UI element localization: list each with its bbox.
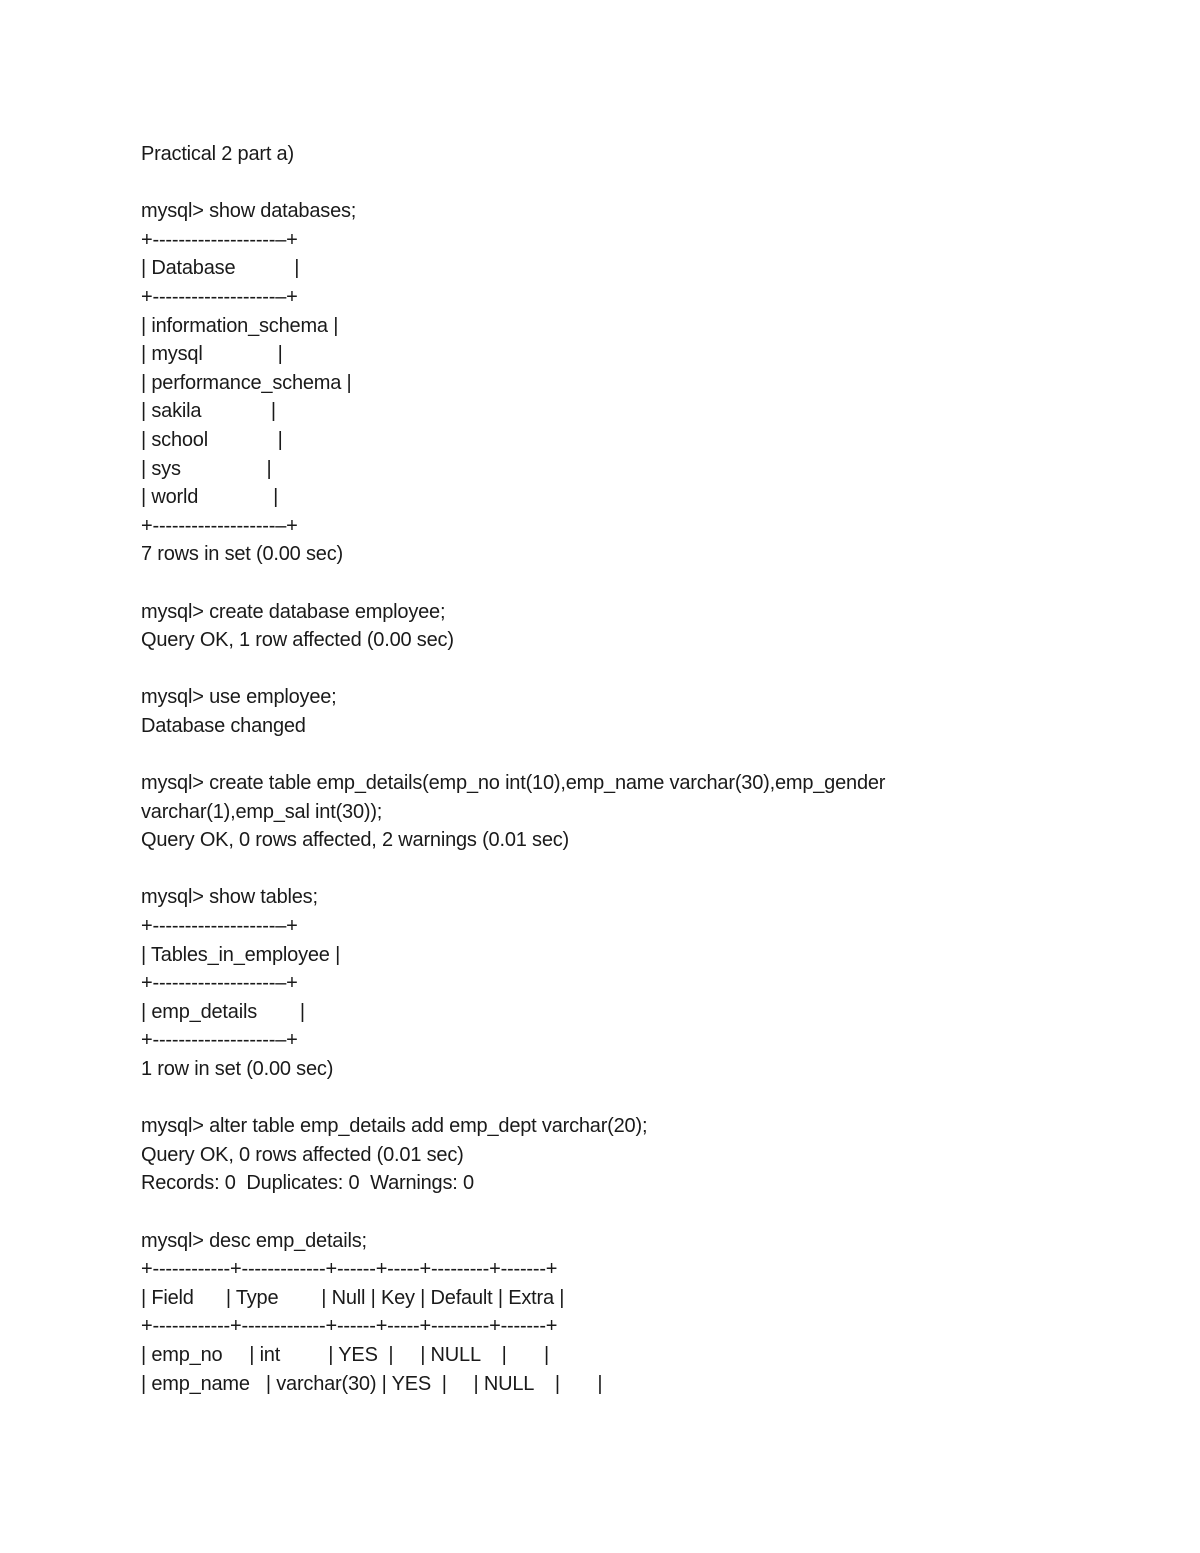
text-line: mysql> show tables; bbox=[141, 886, 318, 909]
table-border-line: +------------+-------------+------+-----+---------+-------+ bbox=[141, 1258, 558, 1281]
table-header-line: | Tables_in_employee | bbox=[141, 943, 341, 966]
text-line: Query OK, 0 rows affected, 2 warnings (0.01 sec) bbox=[141, 829, 570, 852]
table-header-line: | Database | bbox=[141, 257, 300, 280]
text-line: mysql> desc emp_details; bbox=[141, 1229, 367, 1252]
table-border-line: +-------------------–+ bbox=[141, 514, 298, 537]
blank-line bbox=[141, 1198, 1141, 1227]
text-line: 7 rows in set (0.00 sec) bbox=[141, 543, 343, 566]
table-row-line: | world | bbox=[141, 486, 279, 509]
table-row-line: | performance_schema | bbox=[141, 371, 352, 394]
text-line: mysql> create database employee; bbox=[141, 600, 446, 623]
table-border-line: +-------------------–+ bbox=[141, 285, 298, 308]
table-row-line: | emp_name | varchar(30) | YES | | NULL | | bbox=[141, 1372, 603, 1395]
text-line: 1 row in set (0.00 sec) bbox=[141, 1058, 334, 1080]
blank-line bbox=[141, 855, 1141, 884]
text-line: mysql> use employee; bbox=[141, 686, 337, 709]
table-row-line: | information_schema | bbox=[141, 314, 339, 337]
blank-line bbox=[141, 569, 1141, 598]
blank-line bbox=[141, 169, 1141, 198]
text-line: Query OK, 0 rows affected (0.01 sec) bbox=[141, 1143, 464, 1166]
table-row-line: | emp_details | bbox=[141, 1000, 305, 1023]
table-border-line: +-------------------–+ bbox=[141, 972, 298, 995]
text-line: varchar(1),emp_sal int(30)); bbox=[141, 800, 383, 823]
document-body bbox=[141, 140, 1141, 1398]
table-border-line: +-------------------–+ bbox=[141, 1029, 298, 1052]
text-line: Records: 0 Duplicates: 0 Warnings: 0 bbox=[141, 1172, 474, 1195]
blank-line bbox=[141, 740, 1141, 769]
text-line: mysql> show databases; bbox=[141, 200, 357, 223]
text-line: Database changed bbox=[141, 714, 306, 737]
blank-line bbox=[141, 1084, 1141, 1113]
table-border-line: +-------------------–+ bbox=[141, 228, 298, 251]
table-header-line: | Field | Type | Null | Key | Default | Extra | bbox=[141, 1286, 565, 1309]
blank-line bbox=[141, 655, 1141, 684]
text-line: Query OK, 1 row affected (0.00 sec) bbox=[141, 629, 454, 652]
table-row-line: | sakila | bbox=[141, 400, 276, 423]
table-row-line: | sys | bbox=[141, 457, 272, 480]
table-border-line: +-------------------–+ bbox=[141, 915, 298, 938]
table-row-line: | mysql | bbox=[141, 343, 283, 366]
document-title: Practical 2 part a) bbox=[141, 143, 294, 165]
text-line: mysql> alter table emp_details add emp_dept varchar(20); bbox=[141, 1115, 648, 1138]
table-row-line: | school | bbox=[141, 428, 283, 451]
table-border-line: +------------+-------------+------+-----+---------+-------+ bbox=[141, 1315, 558, 1338]
table-row-line: | emp_no | int | YES | | NULL | | bbox=[141, 1343, 550, 1366]
text-line: mysql> create table emp_details(emp_no int(10),emp_name varchar(30),emp_gender bbox=[141, 772, 886, 795]
